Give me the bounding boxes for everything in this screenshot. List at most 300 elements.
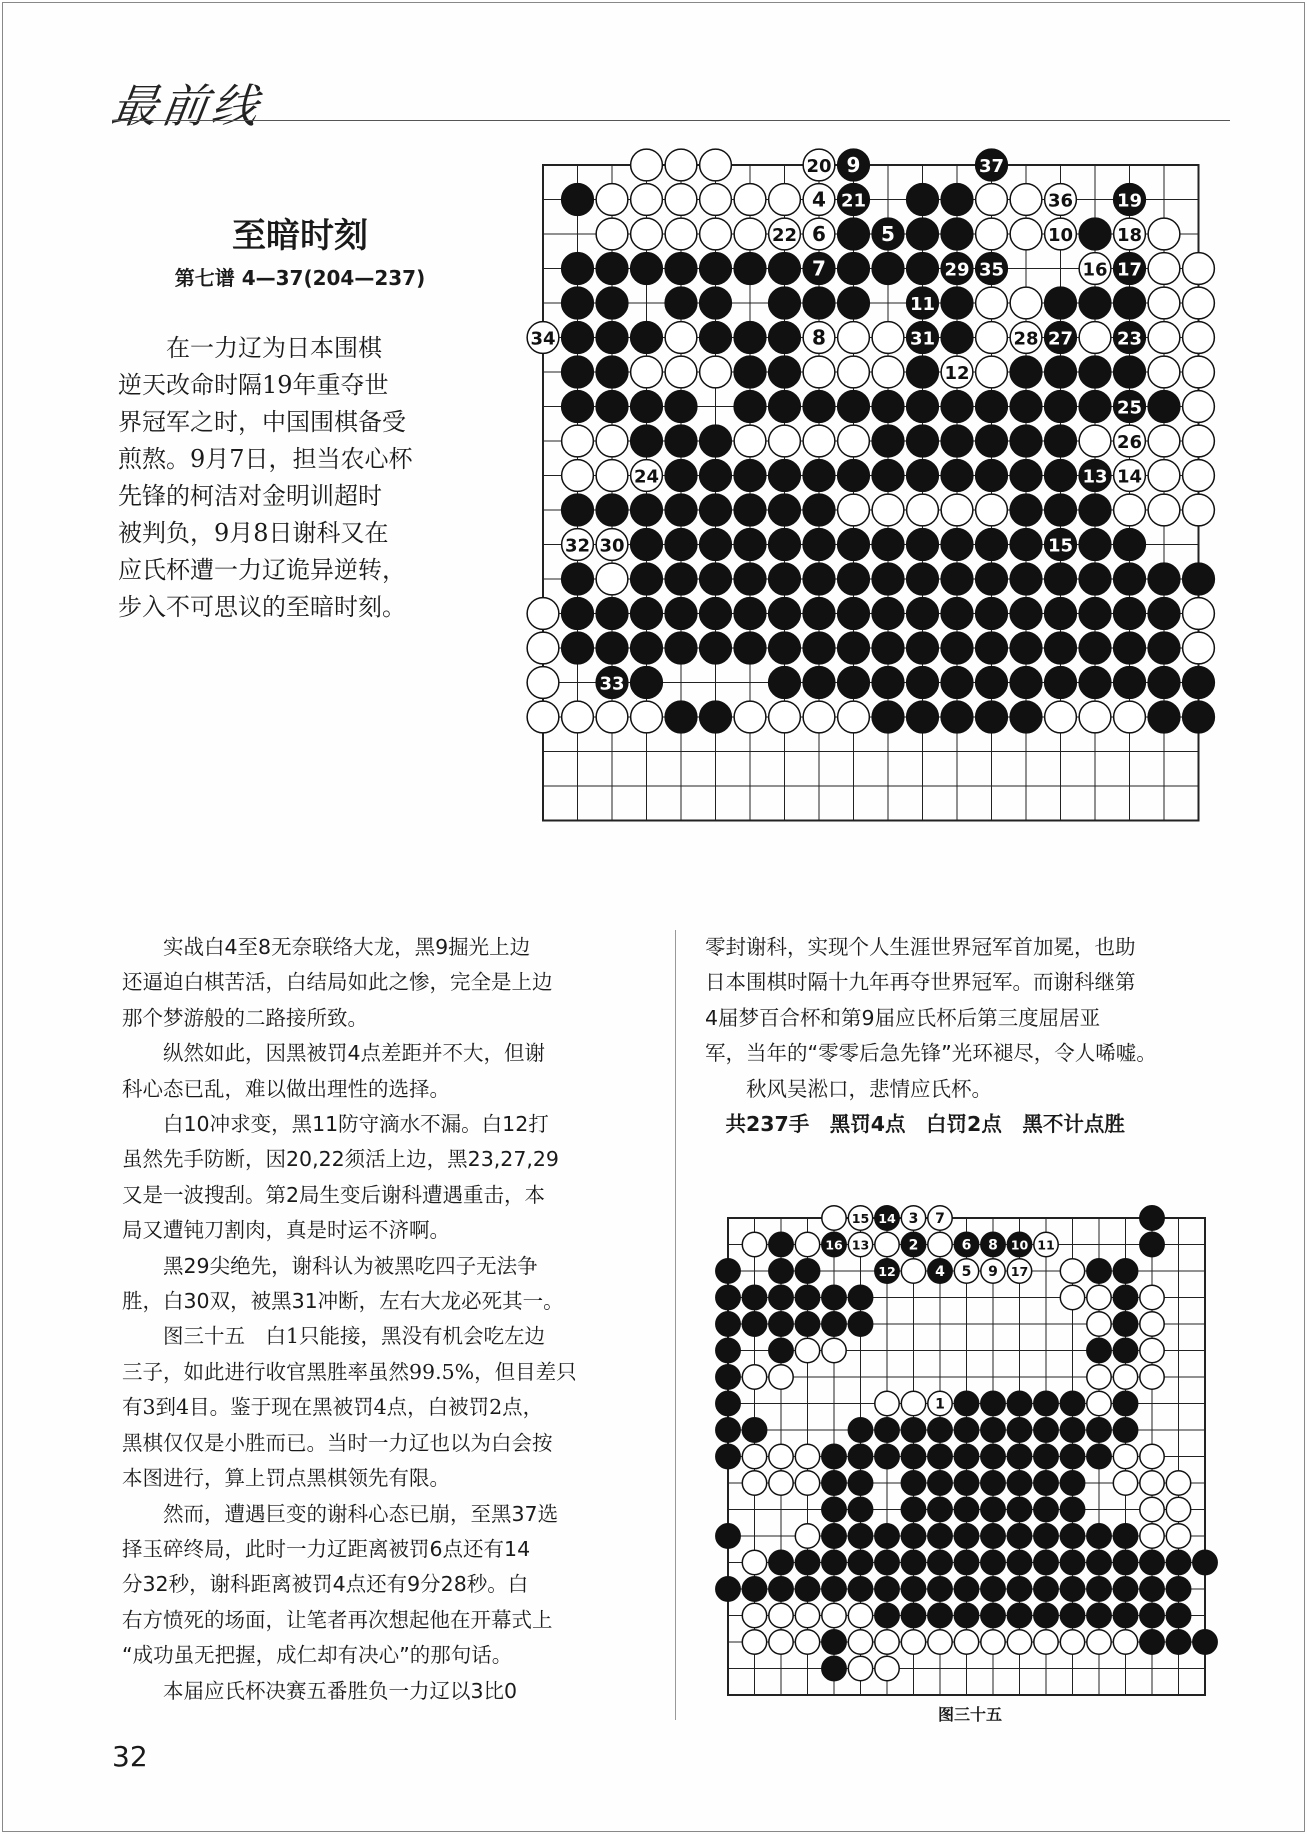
black-stone: [769, 598, 801, 630]
diagram-caption: 图三十五: [937, 1705, 1002, 1724]
black-stone: [1166, 1630, 1190, 1654]
black-stone: [1183, 563, 1215, 595]
white-stone: [976, 184, 1008, 216]
black-stone: [1114, 598, 1146, 630]
body-line: 本届应氏杯决赛五番胜负一力辽以3比0: [122, 1678, 518, 1703]
white-stone: [976, 356, 1008, 388]
black-stone: [1060, 1444, 1084, 1468]
black-stone: [941, 322, 973, 354]
header-rule: [112, 120, 1230, 121]
black-stone: [1045, 356, 1077, 388]
black-stone: [631, 425, 663, 457]
white-stone: [1148, 322, 1180, 354]
white-stone: [742, 1630, 766, 1654]
black-stone: [562, 184, 594, 216]
black-stone: [1148, 667, 1180, 699]
black-stone: [1140, 1550, 1164, 1574]
black-stone: [596, 494, 628, 526]
black-stone: [822, 1577, 846, 1601]
black-stone: [875, 1603, 899, 1627]
black-stone: [838, 563, 870, 595]
black-stone: [907, 529, 939, 561]
black-stone: [596, 287, 628, 319]
white-stone: [562, 460, 594, 492]
move-number: 13: [1082, 466, 1108, 488]
black-stone: [562, 632, 594, 664]
black-stone: [716, 1444, 740, 1468]
move-number: 17: [1010, 1264, 1029, 1280]
white-stone: [742, 1550, 766, 1574]
black-stone: [872, 632, 904, 664]
black-stone: [1034, 1444, 1058, 1468]
white-stone: [1183, 253, 1215, 285]
black-stone: [665, 425, 697, 457]
black-stone: [1034, 1577, 1058, 1601]
move-number: 29: [944, 259, 970, 281]
body-line: 又是一波搜刮。第2局生变后谢科遭遇重击，本: [122, 1182, 546, 1207]
black-stone: [562, 598, 594, 630]
black-stone: [734, 598, 766, 630]
white-stone: [875, 1232, 899, 1256]
black-stone: [734, 529, 766, 561]
black-stone: [941, 529, 973, 561]
white-stone: [734, 701, 766, 733]
black-stone: [769, 1550, 793, 1574]
black-stone: [1183, 701, 1215, 733]
black-stone: [1079, 494, 1111, 526]
black-stone: [1193, 1630, 1217, 1654]
black-stone: [769, 632, 801, 664]
black-stone: [769, 1577, 793, 1601]
black-stone: [1034, 1471, 1058, 1495]
black-stone: [1087, 1524, 1111, 1548]
black-stone: [803, 460, 835, 492]
body-line: 日本围棋时隔十九年再夺世界冠军。而谢科继第: [705, 970, 1136, 995]
black-stone: [1183, 667, 1215, 699]
move-number: 32: [564, 535, 591, 557]
intro-line: 先锋的柯洁对金明训超时: [118, 482, 382, 510]
black-stone: [716, 1312, 740, 1336]
white-stone: [901, 1391, 925, 1415]
white-stone: [734, 218, 766, 250]
intro-line: 界冠军之时，中国围棋备受: [118, 408, 406, 436]
black-stone: [822, 1285, 846, 1309]
black-stone: [769, 460, 801, 492]
black-stone: [562, 391, 594, 423]
article-subtitle: 第七谱 4—37(204—237): [174, 266, 426, 290]
white-stone: [901, 1259, 925, 1283]
white-stone: [838, 701, 870, 733]
black-stone: [875, 1444, 899, 1468]
black-stone: [631, 632, 663, 664]
black-stone: [1079, 632, 1111, 664]
white-stone: [734, 184, 766, 216]
black-stone: [1060, 1418, 1084, 1442]
black-stone: [1045, 563, 1077, 595]
move-number: 16: [1082, 259, 1108, 281]
body-line: 还逼迫白棋苦活，白结局如此之惨，完全是上边: [122, 970, 553, 995]
article-title: 至暗时刻: [232, 216, 368, 256]
white-stone: [1045, 701, 1077, 733]
white-stone: [1060, 1630, 1084, 1654]
white-stone: [976, 218, 1008, 250]
body-line: 有3到4目。鉴于现在黑被罚4点，白被罚2点，: [122, 1395, 544, 1420]
black-stone: [716, 1285, 740, 1309]
black-stone: [872, 598, 904, 630]
white-stone: [848, 1630, 872, 1654]
black-stone: [803, 598, 835, 630]
black-stone: [1140, 1603, 1164, 1627]
white-stone: [1113, 1365, 1137, 1389]
black-stone: [901, 1444, 925, 1468]
black-stone: [941, 460, 973, 492]
black-stone: [1087, 1603, 1111, 1627]
black-stone: [1007, 1418, 1031, 1442]
black-stone: [1140, 1577, 1164, 1601]
white-stone: [665, 322, 697, 354]
move-number: 20: [806, 156, 832, 178]
black-stone: [742, 1312, 766, 1336]
black-stone: [769, 1312, 793, 1336]
black-stone: [665, 460, 697, 492]
move-number: 15: [1047, 535, 1074, 557]
white-stone: [1148, 460, 1180, 492]
white-stone: [665, 218, 697, 250]
white-stone: [838, 322, 870, 354]
black-stone: [700, 460, 732, 492]
black-stone: [981, 1524, 1005, 1548]
black-stone: [1010, 701, 1042, 733]
black-stone: [928, 1603, 952, 1627]
black-stone: [872, 425, 904, 457]
white-stone: [875, 1391, 899, 1415]
white-stone: [1140, 1338, 1164, 1362]
white-stone: [1183, 494, 1215, 526]
black-stone: [1045, 391, 1077, 423]
black-stone: [1010, 667, 1042, 699]
black-stone: [822, 1550, 846, 1574]
white-stone: [1140, 1444, 1164, 1468]
black-stone: [803, 529, 835, 561]
black-stone: [665, 563, 697, 595]
black-stone: [795, 1577, 819, 1601]
black-stone: [769, 356, 801, 388]
white-stone: [596, 425, 628, 457]
black-stone: [907, 632, 939, 664]
black-stone: [596, 391, 628, 423]
black-stone: [716, 1365, 740, 1389]
black-stone: [716, 1524, 740, 1548]
move-number: 28: [1013, 328, 1039, 350]
black-stone: [1007, 1524, 1031, 1548]
white-stone: [527, 701, 559, 733]
white-stone: [769, 701, 801, 733]
black-stone: [803, 391, 835, 423]
black-stone: [562, 494, 594, 526]
black-stone: [734, 494, 766, 526]
move-number: 34: [530, 328, 556, 350]
move-number: 5: [961, 1264, 972, 1281]
white-stone: [875, 1630, 899, 1654]
black-stone: [941, 218, 973, 250]
body-line: 三子，如此进行收官黑胜率虽然99.5%，但目差只: [122, 1359, 577, 1384]
black-stone: [822, 1471, 846, 1495]
white-stone: [838, 425, 870, 457]
white-stone: [1060, 1259, 1084, 1283]
white-stone: [631, 356, 663, 388]
black-stone: [1114, 287, 1146, 319]
white-stone: [803, 701, 835, 733]
white-stone: [1148, 253, 1180, 285]
black-stone: [954, 1471, 978, 1495]
black-stone: [954, 1524, 978, 1548]
black-stone: [981, 1577, 1005, 1601]
white-stone: [1007, 1630, 1031, 1654]
white-stone: [596, 701, 628, 733]
white-stone: [976, 494, 1008, 526]
black-stone: [700, 701, 732, 733]
move-number: 27: [1047, 328, 1074, 350]
black-stone: [1060, 1550, 1084, 1574]
black-stone: [822, 1524, 846, 1548]
black-stone: [838, 218, 870, 250]
white-stone: [941, 494, 973, 526]
black-stone: [1010, 563, 1042, 595]
white-stone: [1087, 1285, 1111, 1309]
white-stone: [1183, 598, 1215, 630]
black-stone: [838, 529, 870, 561]
white-stone: [822, 1338, 846, 1362]
white-stone: [1140, 1471, 1164, 1495]
black-stone: [1140, 1206, 1164, 1230]
white-stone: [795, 1444, 819, 1468]
white-stone: [596, 460, 628, 492]
black-stone: [822, 1630, 846, 1654]
move-number: 9: [846, 153, 861, 178]
black-stone: [769, 494, 801, 526]
black-stone: [631, 391, 663, 423]
white-stone: [665, 149, 697, 181]
white-stone: [665, 356, 697, 388]
black-stone: [872, 529, 904, 561]
white-stone: [742, 1444, 766, 1468]
black-stone: [596, 322, 628, 354]
black-stone: [769, 287, 801, 319]
black-stone: [1113, 1550, 1137, 1574]
body-line: 择玉碎终局，此时一力辽距离被罚6点还有14: [122, 1536, 531, 1561]
white-stone: [1148, 356, 1180, 388]
black-stone: [838, 598, 870, 630]
black-stone: [976, 563, 1008, 595]
black-stone: [928, 1444, 952, 1468]
black-stone: [1007, 1550, 1031, 1574]
white-stone: [1087, 1391, 1111, 1415]
white-stone: [631, 701, 663, 733]
black-stone: [954, 1550, 978, 1574]
body-line: “成功虽无把握，成仁却有决心”的那句话。: [122, 1643, 513, 1668]
black-stone: [941, 184, 973, 216]
black-stone: [901, 1497, 925, 1521]
black-stone: [769, 253, 801, 285]
black-stone: [875, 1577, 899, 1601]
white-stone: [838, 356, 870, 388]
small-go-diagram: [718, 1196, 1218, 1701]
black-stone: [981, 1497, 1005, 1521]
black-stone: [1087, 1577, 1111, 1601]
black-stone: [1010, 632, 1042, 664]
black-stone: [562, 322, 594, 354]
white-stone: [795, 1524, 819, 1548]
move-number: 36: [1047, 190, 1074, 212]
white-stone: [596, 218, 628, 250]
header-title: 最前线: [107, 79, 266, 133]
white-stone: [795, 1630, 819, 1654]
white-stone: [1060, 1285, 1084, 1309]
white-stone: [1034, 1630, 1058, 1654]
move-number: 10: [1047, 225, 1074, 247]
body-line: 秋风吴淞口，悲情应氏杯。: [705, 1076, 992, 1101]
white-stone: [1183, 391, 1215, 423]
move-number: 1: [935, 1396, 945, 1413]
black-stone: [1010, 494, 1042, 526]
black-stone: [907, 218, 939, 250]
black-stone: [941, 425, 973, 457]
body-line: 然而，遭遇巨变的谢科心态已崩，至黑37选: [122, 1501, 559, 1526]
body-line: 虽然先手防断，因20,22须活上边，黑23,27,29: [122, 1147, 559, 1172]
black-stone: [976, 632, 1008, 664]
white-stone: [803, 425, 835, 457]
black-stone: [954, 1577, 978, 1601]
black-stone: [700, 425, 732, 457]
intro-line: 步入不可思议的至暗时刻。: [118, 593, 406, 621]
black-stone: [795, 1550, 819, 1574]
black-stone: [872, 701, 904, 733]
body-line: 纵然如此，因黑被罚4点差距并不大，但谢: [122, 1041, 546, 1066]
white-stone: [907, 494, 939, 526]
white-stone: [631, 218, 663, 250]
black-stone: [1060, 1471, 1084, 1495]
white-stone: [596, 184, 628, 216]
black-stone: [907, 667, 939, 699]
black-stone: [954, 1418, 978, 1442]
black-stone: [795, 1259, 819, 1283]
white-stone: [1113, 1444, 1137, 1468]
black-stone: [596, 356, 628, 388]
white-stone: [1079, 701, 1111, 733]
black-stone: [1193, 1550, 1217, 1574]
black-stone: [838, 460, 870, 492]
black-stone: [1113, 1418, 1137, 1442]
white-stone: [1183, 460, 1215, 492]
white-stone: [700, 149, 732, 181]
body-line: 军，当年的“零零后急先锋”光环褪尽，令人唏嘘。: [705, 1041, 1157, 1066]
black-stone: [700, 287, 732, 319]
black-stone: [734, 632, 766, 664]
white-stone: [527, 632, 559, 664]
move-number: 7: [812, 256, 826, 281]
black-stone: [1007, 1577, 1031, 1601]
body-line: 右方愤死的场面，让笔者再次想起他在开幕式上: [122, 1607, 553, 1632]
move-number: 25: [1116, 397, 1143, 419]
white-stone: [1140, 1285, 1164, 1309]
white-stone: [838, 494, 870, 526]
black-stone: [1087, 1550, 1111, 1574]
black-stone: [769, 391, 801, 423]
black-stone: [665, 494, 697, 526]
black-stone: [665, 632, 697, 664]
black-stone: [1045, 425, 1077, 457]
move-number: 8: [812, 325, 826, 350]
black-stone: [1087, 1338, 1111, 1362]
black-stone: [901, 1550, 925, 1574]
move-number: 7: [935, 1211, 945, 1228]
move-number: 6: [812, 222, 826, 247]
white-stone: [742, 1232, 766, 1256]
black-stone: [838, 391, 870, 423]
column-divider: [675, 930, 676, 1720]
black-stone: [981, 1550, 1005, 1574]
white-stone: [976, 322, 1008, 354]
body-line: 零封谢科，实现个人生涯世界冠军首加冕，也助: [705, 935, 1136, 959]
black-stone: [1010, 356, 1042, 388]
white-stone: [848, 1656, 872, 1680]
black-stone: [803, 667, 835, 699]
black-stone: [1007, 1603, 1031, 1627]
black-stone: [907, 356, 939, 388]
black-stone: [838, 667, 870, 699]
white-stone: [562, 425, 594, 457]
black-stone: [1113, 1577, 1137, 1601]
black-stone: [1007, 1391, 1031, 1415]
black-stone: [907, 184, 939, 216]
black-stone: [1087, 1259, 1111, 1283]
white-stone: [928, 1630, 952, 1654]
black-stone: [981, 1418, 1005, 1442]
white-stone: [1183, 322, 1215, 354]
intro-paragraph: [118, 330, 480, 626]
black-stone: [1010, 598, 1042, 630]
black-stone: [631, 494, 663, 526]
body-line: 那个梦游般的二路接所致。: [122, 1005, 368, 1030]
black-stone: [700, 494, 732, 526]
white-stone: [795, 1338, 819, 1362]
black-stone: [1010, 391, 1042, 423]
white-stone: [700, 184, 732, 216]
move-number: 37: [978, 156, 1005, 178]
black-stone: [716, 1577, 740, 1601]
black-stone: [848, 1418, 872, 1442]
white-stone: [875, 1656, 899, 1680]
white-stone: [1087, 1312, 1111, 1336]
white-stone: [1114, 494, 1146, 526]
white-stone: [1010, 287, 1042, 319]
black-stone: [1010, 529, 1042, 561]
black-stone: [954, 1603, 978, 1627]
black-stone: [1034, 1497, 1058, 1521]
white-stone: [1140, 1524, 1164, 1548]
black-stone: [769, 322, 801, 354]
white-stone: [822, 1206, 846, 1230]
black-stone: [872, 391, 904, 423]
white-stone: [700, 356, 732, 388]
black-stone: [795, 1312, 819, 1336]
black-stone: [872, 253, 904, 285]
black-stone: [1079, 218, 1111, 250]
black-stone: [838, 287, 870, 319]
black-stone: [872, 460, 904, 492]
intro-line: 逆天改命时隔19年重夺世: [118, 371, 389, 399]
black-stone: [1148, 563, 1180, 595]
